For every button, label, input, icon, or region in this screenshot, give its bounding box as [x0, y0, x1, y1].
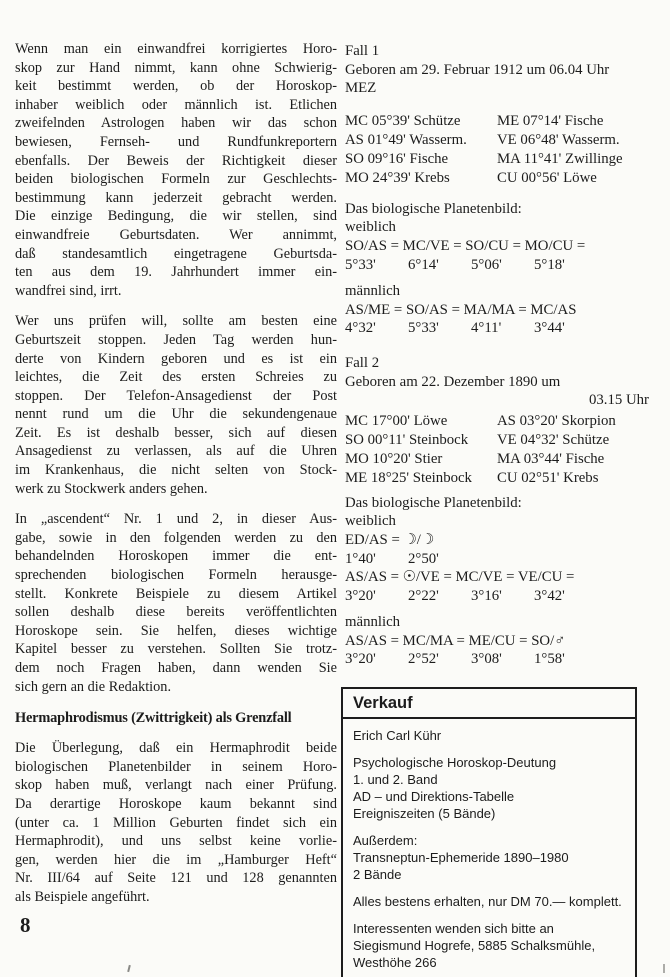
position-cell: SO 00°11' Steinbock	[345, 431, 469, 448]
paragraph-hermaphrodit	[15, 739, 337, 906]
position-row	[345, 450, 663, 469]
text-line: Alles bestens erhalten, nur DM 70.— komplett.	[353, 893, 622, 909]
position-row	[345, 131, 663, 150]
sale-ad-price	[353, 893, 625, 910]
text-line: als Beispiele angeführt.	[15, 888, 150, 905]
text-line: zweifelnden Astrologen haben wir das schon	[15, 115, 337, 132]
text-line: nennt rund um die Uhr die sekundengenaue	[15, 406, 337, 423]
case-2-male-values	[345, 650, 663, 669]
text-line: 2 Bände	[353, 866, 402, 882]
text-line: dem noch Fragen haben, dann wenden Sie	[15, 660, 337, 676]
position-cell: ME 07°14' Fische	[497, 112, 604, 129]
scan-artifact	[127, 965, 131, 972]
case-1-bio-title: Das biologische Planetenbild:	[345, 200, 522, 217]
text-line: Ansagedienst zu verlassen, als auf die Uhren	[15, 443, 337, 460]
formula-value: 2°50'	[408, 550, 439, 567]
text-line: Nr. III/64 auf Seite 121 und 128 genannten	[15, 870, 337, 887]
text-line: werk zu Stockwerk anders gehen.	[15, 480, 208, 497]
position-cell: VE 06°48' Wasserm.	[497, 131, 620, 148]
formula-value: 4°11'	[471, 320, 502, 337]
text-line: ebenfalls. Der Beweis der Richtigkeit dieser	[15, 152, 337, 169]
position-cell: MO 10°20' Stier	[345, 450, 443, 467]
sale-ad-contact	[353, 920, 625, 971]
case-2-title: Fall 2	[345, 354, 380, 371]
text-line: ten aus dem 19. Jahrhundert immer ein-	[15, 264, 337, 281]
text-line: daß standesamtlich eingetragene Geburtsda-	[15, 245, 337, 262]
position-row	[345, 150, 663, 169]
text-line: Wer uns prüfen will, sollte am besten eine	[15, 313, 337, 330]
position-cell: AS 01°49' Wasserm.	[345, 131, 467, 148]
case-2-male-formula: AS/AS = MC/MA = ME/CU = SO/♂	[345, 632, 566, 649]
sale-ad-seller	[353, 727, 625, 744]
position-cell: MO 24°39' Krebs	[345, 169, 450, 186]
text-line: gen, werden hier die im „Hamburger Heft“	[15, 851, 337, 868]
text-line: beiden biologischen Formeln zur Geschlechts-	[15, 171, 337, 188]
formula-value: 4°32'	[345, 320, 376, 337]
position-cell: MC 17°00' Löwe	[345, 412, 448, 429]
formula-value: 2°22'	[408, 587, 439, 604]
formula-value: 6°14'	[408, 256, 439, 273]
text-line: behandelnden Horoskopen immer die ent-	[15, 548, 337, 565]
sale-ad-body	[343, 719, 635, 977]
formula-value: 3°42'	[534, 587, 565, 604]
text-line: inhaber weiblich oder männlich ist. Etlichen	[15, 96, 337, 113]
paragraph-birthtime	[15, 312, 337, 498]
case-2-female-label: weiblich	[345, 513, 396, 530]
text-line: biologischen Planetenbilder in seinem Horo-	[15, 758, 337, 775]
formula-value: 5°06'	[471, 256, 502, 273]
case-1-female-formula: SO/AS = MC/VE = SO/CU = MO/CU =	[345, 237, 586, 254]
left-column	[15, 40, 337, 919]
formula-value: 3°44'	[534, 320, 565, 337]
case-2-female-values-1	[345, 550, 663, 569]
case-2-planet-positions	[345, 412, 663, 488]
right-column	[345, 42, 663, 977]
formula-value: 2°52'	[408, 651, 439, 668]
formula-value: 5°33'	[408, 320, 439, 337]
text-line: Westhöhe 266	[353, 954, 437, 970]
case-1-male-values	[345, 319, 663, 338]
position-row	[345, 112, 663, 131]
text-line: Außerdem:	[353, 832, 418, 848]
section-heading-hermaphrodismus: Hermaphrodismus (Zwittrigkeit) als Grenzfall	[15, 710, 292, 727]
position-cell: CU 00°56' Löwe	[497, 169, 597, 186]
case-1-female-values	[345, 256, 663, 275]
case-1-male-label: männlich	[345, 283, 401, 300]
formula-value: 5°18'	[534, 256, 565, 273]
position-row	[345, 469, 663, 488]
formula-value: 3°08'	[471, 651, 502, 668]
text-line: Zeit. Es ist deshalb besser, sich auf diesen	[15, 424, 337, 441]
formula-value: 1°58'	[534, 651, 565, 668]
text-line: Erich Carl Kühr	[353, 727, 442, 743]
formula-value: 5°33'	[345, 256, 376, 273]
text-line: skop zur Hand nimmt, kann ohne Schwierig-	[15, 59, 337, 76]
position-cell: MA 03°44' Fische	[497, 450, 605, 467]
formula-value: 3°20'	[345, 587, 376, 604]
case-2-birthtime: 03.15 Uhr	[588, 392, 649, 409]
text-line: (unter ca. 1 Million Geburten findet sich ein	[15, 814, 337, 831]
text-line: bestimmung kann jederzeit gebracht werden.	[15, 189, 337, 206]
case-1-planet-positions	[345, 112, 663, 188]
position-cell: MA 11°41' Zwillinge	[497, 150, 623, 167]
position-cell: CU 02°51' Krebs	[497, 469, 599, 486]
text-line: derte von Kindern geboren und es ist ein	[15, 350, 337, 367]
text-line: sich gern an die Redaktion.	[15, 678, 172, 695]
position-cell: SO 09°16' Fische	[345, 150, 449, 167]
text-line: skop haben muß, verlangt nach einer Prüfung.	[15, 777, 337, 794]
formula-value: 3°16'	[471, 587, 502, 604]
formula-value: 3°20'	[345, 651, 376, 668]
text-line: Ereigniszeiten (5 Bände)	[353, 805, 496, 821]
case-1-male-formula: AS/ME = SO/AS = MA/MA = MC/AS	[345, 301, 577, 318]
text-line: bewiesen, Fernseh- und Rundfunkreportern	[15, 133, 337, 150]
text-line: Horoskope sein. Sie helfen, dieses wichtige	[15, 622, 337, 639]
text-line: keit bestimmt werden, ob der Horoskop-	[15, 78, 337, 95]
text-line: Die Überlegung, daß ein Hermaphrodit beide	[15, 740, 337, 757]
formula-value: 1°40'	[345, 550, 376, 567]
scan-artifact	[663, 964, 665, 973]
paragraph-intro	[15, 40, 337, 300]
sale-ad-title: Verkauf	[343, 689, 635, 719]
case-2-bio-title: Das biologische Planetenbild:	[345, 494, 522, 511]
case-1-title: Fall 1	[345, 43, 380, 59]
sale-ad-additional-items	[353, 832, 625, 883]
sale-ad-box	[341, 687, 637, 977]
text-line: wandfrei sind, irrt.	[15, 282, 122, 299]
text-line: Da derartige Horoskope kaum bekannt sind	[15, 795, 337, 812]
paragraph-ascendent	[15, 510, 337, 696]
case-2-female-formula-1: ED/AS = ☽/☽	[345, 531, 435, 548]
text-line: gabe, sowie in den folgenden werden zu den	[15, 529, 337, 546]
sale-ad-items	[353, 754, 625, 822]
position-row	[345, 169, 663, 188]
text-line: leichtes, die Zeit des ersten Schreies zu	[15, 369, 337, 386]
position-cell: VE 04°32' Schütze	[497, 431, 610, 448]
text-line: Hermaphrodit), und uns selbst keine vorlie-	[15, 833, 337, 850]
case-2-male-label: männlich	[345, 614, 401, 631]
case-2-female-values-2	[345, 587, 663, 606]
text-line: einwandfreie Geburtsdaten. Wer annimmt,	[15, 226, 337, 243]
position-cell: MC 05°39' Schütze	[345, 112, 461, 129]
text-line: Interessenten wenden sich bitte an	[353, 920, 554, 936]
text-line: sprechenden biologischen Formeln herausge-	[15, 567, 337, 584]
case-1-birthdate: Geboren am 29. Februar 1912 um 06.04 Uhr	[345, 61, 610, 78]
text-line: im Krankenhaus, die nicht selten von Stock-	[15, 462, 337, 479]
position-row	[345, 431, 663, 450]
text-line: Siegismund Hogrefe, 5885 Schalksmühle,	[353, 937, 596, 953]
case-1-timezone: MEZ	[345, 80, 377, 97]
text-line: Die einzige Bedingung, die wir stellen, sind	[15, 208, 337, 225]
case-2-birthdate: Geboren am 22. Dezember 1890 um	[345, 373, 561, 390]
case-2-female-formula-2: AS/AS = ☉/VE = MC/VE = VE/CU =	[345, 569, 575, 586]
text-line: Transneptun-Ephemeride 1890–1980	[353, 849, 569, 865]
case-1-block	[345, 42, 663, 338]
case-1-female-label: weiblich	[345, 219, 396, 236]
text-line: AD – und Direktions-Tabelle	[353, 788, 515, 804]
text-line: Wenn man ein einwandfrei korrigiertes Horo-	[15, 41, 337, 57]
text-line: sollen deshalb diese bereits veröffentlichten	[15, 604, 337, 621]
text-line: In „ascendent“ Nr. 1 und 2, in dieser Aus-	[15, 511, 337, 528]
text-line: stellt. Konkrete Beispiele zu diesem Artikel	[15, 585, 337, 602]
text-line: Geburtszeit stoppen. Jeden Tag werden hun-	[15, 331, 337, 348]
position-cell: AS 03°20' Skorpion	[497, 412, 616, 429]
text-line: Psychologische Horoskop-Deutung	[353, 754, 557, 770]
text-line: 1. und 2. Band	[353, 771, 438, 787]
position-row	[345, 412, 663, 431]
text-line: stoppen. Der Telefon-Ansagedienst der Post	[15, 387, 337, 404]
case-2-block	[345, 354, 663, 669]
position-cell: ME 18°25' Steinbock	[345, 469, 472, 486]
text-line: Kapitel besser zu verstehen. Sollten Sie trotz-	[15, 641, 337, 658]
page-number: 8	[20, 913, 31, 937]
